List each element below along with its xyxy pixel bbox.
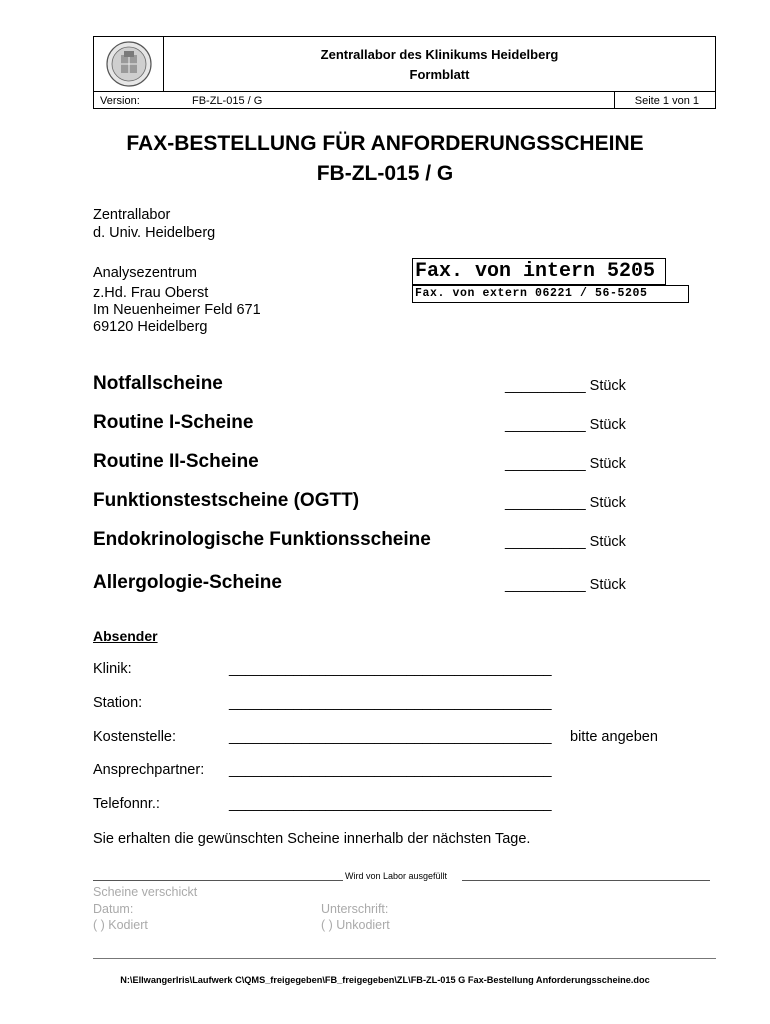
item-label-notfallscheine: Notfallscheine [93, 373, 223, 394]
item-label-endokrinologie: Endokrinologische Funktionsscheine [93, 529, 431, 550]
page-number: Seite 1 von 1 [634, 95, 699, 107]
address-line-1: Analysezentrum [93, 265, 197, 281]
lab-divider-label: Wird von Labor ausgefüllt [345, 871, 448, 881]
fax-extern: Fax. von extern 06221 / 56-5205 [412, 285, 689, 303]
version-value: FB-ZL-015 / G [192, 95, 263, 107]
version-label: Version: [100, 95, 140, 107]
address-line-4: 69120 Heidelberg [93, 319, 208, 335]
field-label-kostenstelle: Kostenstelle: [93, 729, 177, 745]
delivery-notice: Sie erhalten die gewünschten Scheine innerhalb der nächsten Tage. [93, 831, 531, 847]
fax-intern: Fax. von intern 5205 [412, 258, 666, 285]
row-divider [614, 92, 615, 109]
address-line-2: z.Hd. Frau Oberst [93, 285, 209, 301]
item-qty-allergologie[interactable]: __________ Stück [505, 577, 626, 593]
lab-coded-option: ( ) Kodiert [93, 918, 148, 932]
lab-shipped-label: Scheine verschickt [93, 885, 198, 899]
organization-title [164, 45, 715, 85]
field-line-kostenstelle[interactable]: ________________________________________ [229, 729, 552, 745]
field-line-klinik[interactable]: ________________________________________ [229, 661, 552, 677]
document-header [93, 36, 716, 109]
sender-line-1: Zentrallabor [93, 207, 171, 223]
field-label-station: Station: [93, 695, 143, 711]
item-label-routine-1: Routine I-Scheine [93, 412, 254, 433]
footer-file-path: N:\EllwangerIris\Laufwerk C\QMS_freigegeben\FB_freigegeben\ZL\FB-ZL-015 G Fax-Bestellung Anforderungsscheine.doc [120, 975, 650, 985]
item-qty-ogtt[interactable]: __________ Stück [505, 495, 626, 511]
item-label-allergologie: Allergologie-Scheine [93, 572, 282, 593]
field-hint-kostenstelle: bitte angeben [570, 729, 658, 745]
field-line-telefon[interactable]: ________________________________________ [229, 796, 552, 812]
version-row [94, 91, 715, 109]
sender-line-2: d. Univ. Heidelberg [93, 225, 216, 241]
logo-cell [94, 37, 164, 91]
lab-divider-left [93, 880, 343, 881]
page-title: FAX-BESTELLUNG FÜR ANFORDERUNGSSCHEINE [126, 132, 644, 155]
lab-uncoded-option: ( ) Unkodiert [321, 918, 390, 932]
field-label-telefon: Telefonnr.: [93, 796, 160, 812]
item-label-routine-2: Routine II-Scheine [93, 451, 259, 472]
item-qty-endokrinologie[interactable]: __________ Stück [505, 534, 626, 550]
item-label-ogtt: Funktionstestscheine (OGTT) [93, 490, 360, 511]
field-label-ansprechpartner: Ansprechpartner: [93, 762, 205, 778]
form-type: Formblatt [409, 67, 470, 82]
item-qty-routine-2[interactable]: __________ Stück [505, 456, 626, 472]
field-label-klinik: Klinik: [93, 661, 132, 677]
form-number-title: FB-ZL-015 / G [316, 162, 454, 185]
organization-name: Zentrallabor des Klinikums Heidelberg [320, 47, 559, 62]
lab-signature-label: Unterschrift: [321, 902, 389, 916]
absender-heading: Absender [93, 628, 158, 644]
field-line-ansprechpartner[interactable]: ________________________________________ [229, 762, 552, 778]
lab-divider-right [462, 880, 710, 881]
footer-divider [93, 958, 716, 959]
item-qty-notfallscheine[interactable]: __________ Stück [505, 378, 626, 394]
item-qty-routine-1[interactable]: __________ Stück [505, 417, 626, 433]
university-seal-icon [94, 37, 164, 91]
lab-date-label: Datum: [93, 902, 134, 916]
address-line-3: Im Neuenheimer Feld 671 [93, 302, 261, 318]
field-line-station[interactable]: ________________________________________ [229, 695, 552, 711]
